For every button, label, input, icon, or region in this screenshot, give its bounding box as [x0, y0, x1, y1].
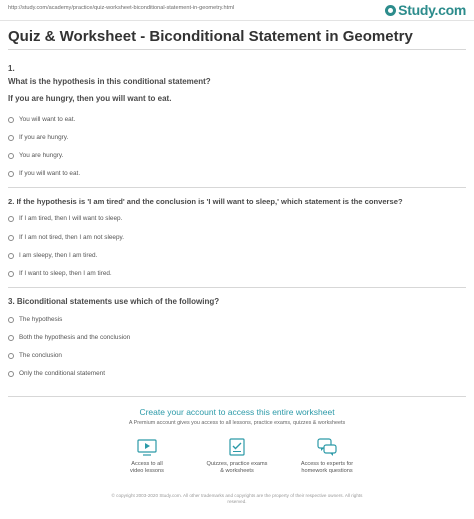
option-label: If I am tired, then I will want to sleep. — [19, 215, 123, 222]
feature-label-2: homework questions — [301, 468, 353, 474]
question-2-option-4[interactable] — [8, 270, 112, 277]
radio-icon[interactable] — [8, 353, 14, 359]
option-label: I am sleepy, then I am tired. — [19, 252, 98, 259]
feature-label-1: Access to all — [131, 461, 163, 467]
question-2-text: 2. If the hypothesis is 'I am tired' and the conclusion is 'I will want to sleep,' which statement is the converse? — [8, 197, 403, 206]
feature-experts — [277, 437, 377, 475]
question-2-option-2[interactable] — [8, 234, 124, 241]
logo-text: Study.com — [398, 2, 466, 18]
radio-icon[interactable] — [8, 271, 14, 277]
question-1-option-1[interactable] — [8, 116, 75, 123]
question-3-text: 3. Biconditional statements use which of the following? — [8, 297, 220, 306]
question-3-option-2[interactable] — [8, 334, 130, 341]
radio-icon[interactable] — [8, 153, 14, 159]
quiz-icon — [226, 437, 248, 457]
option-label: If you are hungry. — [19, 134, 69, 141]
option-label: If I want to sleep, then I am tired. — [19, 270, 112, 277]
option-label: If I am not tired, then I am not sleepy. — [19, 234, 125, 241]
copyright-line-2: reserved. — [227, 499, 247, 504]
radio-icon[interactable] — [8, 216, 14, 222]
feature-label-2: & worksheets — [220, 468, 254, 474]
radio-icon[interactable] — [8, 253, 14, 259]
option-label: Only the conditional statement — [19, 370, 105, 377]
logo-icon — [385, 5, 396, 16]
question-divider — [8, 287, 466, 288]
radio-icon[interactable] — [8, 371, 14, 377]
page-title: Quiz & Worksheet - Biconditional Statement in Geometry — [8, 28, 413, 45]
top-bar — [0, 0, 474, 21]
study-logo[interactable] — [385, 2, 466, 18]
feature-label-2: video lessons — [130, 468, 164, 474]
question-2-option-3[interactable] — [8, 252, 97, 259]
radio-icon[interactable] — [8, 171, 14, 177]
radio-icon[interactable] — [8, 335, 14, 341]
promo-subtitle: A Premium account gives you access to all lessons, practice exams, quizzes & worksheets — [128, 420, 346, 426]
question-divider — [8, 187, 466, 188]
question-3-option-1[interactable] — [8, 316, 62, 323]
feature-label-1: Access to experts for — [300, 461, 354, 467]
radio-icon[interactable] — [8, 235, 14, 241]
radio-icon[interactable] — [8, 135, 14, 141]
option-label: The conclusion — [19, 352, 62, 359]
question-1-option-2[interactable] — [8, 134, 68, 141]
question-2-option-1[interactable] — [8, 215, 122, 222]
chat-icon — [316, 437, 338, 457]
copyright-footer — [0, 493, 474, 505]
question-1-statement: If you are hungry, then you will want to eat. — [8, 94, 172, 103]
promo-title[interactable]: Create your account to access this entire worksheet — [139, 407, 335, 417]
promo-divider — [8, 396, 466, 397]
option-label: If you will want to eat. — [19, 170, 81, 177]
question-1-text: What is the hypothesis in this conditional statement? — [8, 77, 211, 86]
question-1-number: 1. — [8, 64, 15, 73]
radio-icon[interactable] — [8, 117, 14, 123]
option-label: You will want to eat. — [19, 116, 76, 123]
option-label: The hypothesis — [19, 316, 63, 323]
title-divider — [8, 49, 466, 50]
question-3-option-3[interactable] — [8, 352, 62, 359]
page-url: http://study.com/academy/practice/quiz-worksheet-biconditional-statement-in-geometry.html — [8, 5, 235, 11]
question-1-option-3[interactable] — [8, 152, 63, 159]
question-3-option-4[interactable] — [8, 370, 105, 377]
radio-icon[interactable] — [8, 317, 14, 323]
question-1-option-4[interactable] — [8, 170, 80, 177]
option-label: Both the hypothesis and the conclusion — [19, 334, 131, 341]
feature-label-1: Quizzes, practice exams — [206, 461, 268, 467]
option-label: You are hungry. — [19, 152, 64, 159]
copyright-line-1: © copyright 2003-2020 Study.com. All other trademarks and copyrights are the property of their respective owners. All rights — [111, 493, 363, 498]
video-icon — [136, 437, 158, 457]
feature-quizzes — [187, 437, 287, 475]
feature-video-lessons — [97, 437, 197, 475]
